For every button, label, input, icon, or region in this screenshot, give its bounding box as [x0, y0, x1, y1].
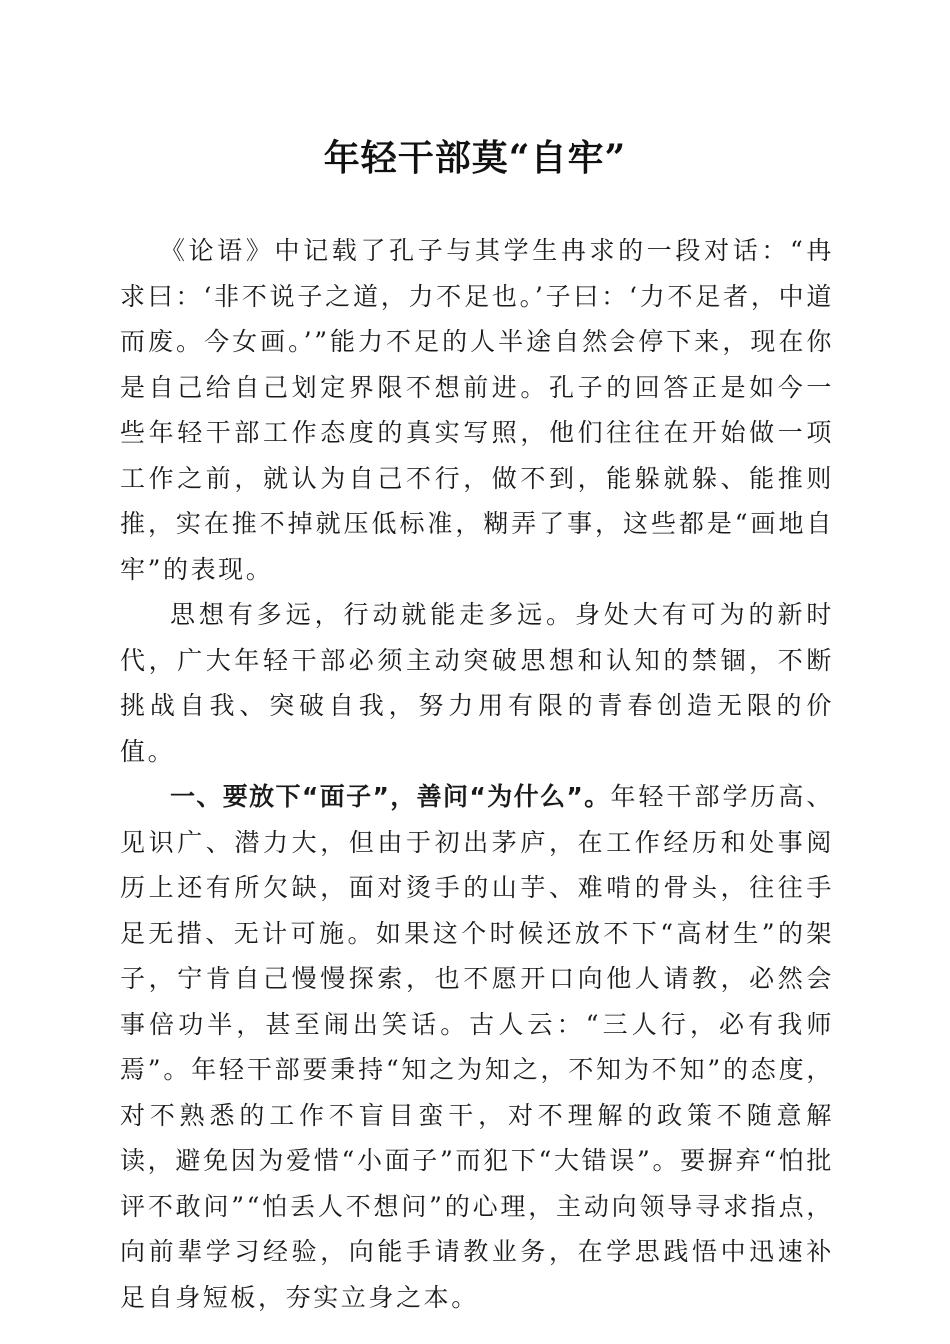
paragraph-section-one [120, 774, 834, 1320]
paragraph-intro [120, 228, 834, 592]
document-title: 年轻干部莫“自牢” [323, 137, 627, 179]
paragraph-intro-text: 《论语》中记载了孔子与其学生冉求的一段对话：“冉求曰：‘非不说子之道，力不足也。’子曰：‘力不足者，中道而废。今女画。’”能力不足的人半途自然会停下来，现在你是自己给自己划定界限不想前进。孔子的回答正是如今一些年轻干部工作态度的真实写照，他们往往在开始做一项工作之前，就认为自己不行，做不到，能躲就躲、能推则推，实在推不掉就压低标准，糊弄了事，这些都是“画地自牢”的表现。 [120, 236, 834, 584]
section-one-heading: 一、要放下“面子”，善问“为什么”。 [170, 782, 611, 811]
document-body [120, 228, 834, 1320]
paragraph-thesis-text: 思想有多远，行动就能走多远。身处大有可为的新时代，广大年轻干部必须主动突破思想和认知的禁锢，不断挑战自我、突破自我，努力用有限的青春创造无限的价值。 [120, 600, 834, 766]
section-one-text: 年轻干部学历高、见识广、潜力大，但由于初出茅庐，在工作经历和处事阅历上还有所欠缺，面对烫手的山芋、难啃的骨头，往往手足无措、无计可施。如果这个时候还放不下“高材生”的架子，宁肯自己慢慢探索，也不愿开口向他人请教，必然会事倍功半，甚至闹出笑话。古人云：“三人行，必有我师焉”。年轻干部要秉持“知之为知之，不知为不知”的态度，对不熟悉的工作不盲目蛮干，对不理解的政策不随意解读，避免因为爱惜“小面子”而犯下“大错误”。要摒弃“怕批评不敢问”“怕丢人不想问”的心理，主动向领导寻求指点，向前辈学习经验，向能手请教业务，在学思践悟中迅速补足自身短板，夯实立身之本。 [120, 782, 834, 1312]
paragraph-thesis [120, 592, 834, 774]
